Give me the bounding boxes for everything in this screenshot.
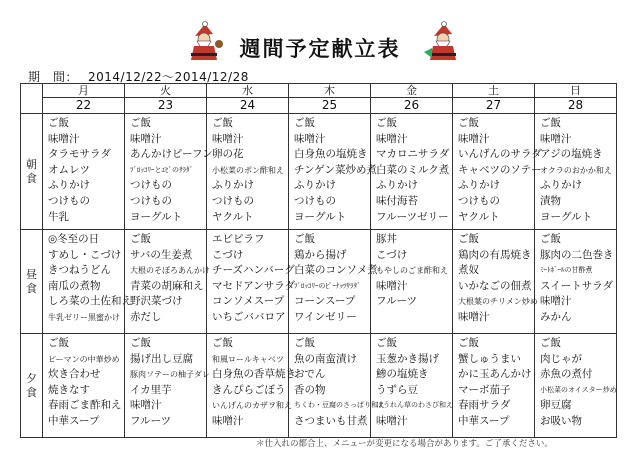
- menu-item: 牛乳: [48, 210, 69, 223]
- menu-item: ふりかけ: [212, 179, 254, 192]
- menu-cell: [289, 114, 378, 230]
- menu-item: 味噌汁: [376, 132, 408, 145]
- menu-item: タラモサラダ: [48, 148, 111, 161]
- menu-item: マーボ茄子: [458, 383, 511, 396]
- menu-cell: [43, 334, 125, 438]
- period-value: 2014/12/22～2014/12/28: [88, 70, 249, 84]
- menu-item: ﾌﾞﾛｯｺﾘｰのﾋﾟｰﾅｯﾂｻﾗﾀﾞ: [294, 281, 361, 290]
- menu-item: 赤だし: [130, 310, 162, 323]
- menu-item: 中華スープ: [458, 414, 510, 427]
- menu-item: ご飯: [376, 337, 397, 349]
- menu-item: ヤクルト: [212, 210, 254, 223]
- menu-cell: [43, 114, 125, 230]
- menu-item: サバの生姜煮: [130, 248, 193, 261]
- menu-item: ちくわ・豆腐のさっぱり和え: [294, 401, 385, 410]
- weekday-header: 火: [125, 84, 207, 98]
- menu-item: ふりかけ: [458, 179, 500, 192]
- menu-item: ご飯: [294, 233, 315, 245]
- menu-cell: [125, 334, 210, 438]
- menu-item: ご飯: [212, 337, 233, 349]
- menu-item: しろ菜の土佐和え: [48, 295, 132, 308]
- menu-item: チーズハンバーグ: [212, 264, 295, 277]
- menu-item: ◎冬至の日: [48, 233, 100, 245]
- menu-item: ふりかけ: [540, 179, 582, 192]
- menu-item: コーンスープ: [294, 295, 356, 308]
- menu-cell: [43, 230, 132, 334]
- menu-item: マセドアンサラダ: [212, 279, 296, 292]
- date-header: 23: [125, 98, 207, 114]
- menu-item: ふりかけ: [294, 179, 336, 192]
- menu-item: アジの塩焼き: [540, 148, 603, 161]
- menu-table: [20, 83, 617, 438]
- menu-item: ご飯: [376, 117, 397, 129]
- menu-cell: [289, 334, 385, 438]
- menu-item: ご飯: [458, 117, 479, 129]
- menu-item: ご飯: [294, 337, 315, 349]
- menu-cell: [453, 230, 538, 334]
- menu-item: マカロニサラダ: [376, 148, 450, 161]
- menu-item: おでん: [294, 368, 326, 381]
- menu-item: つけもの: [130, 179, 172, 192]
- menu-item: 豚肉の二色巻き: [540, 248, 614, 261]
- weekday-header: 金: [371, 84, 453, 98]
- period-label: 期 間：: [28, 70, 79, 84]
- menu-item: さつまいも甘煮: [294, 414, 368, 427]
- menu-cell: [371, 230, 453, 334]
- menu-item: ふりかけ: [48, 179, 90, 192]
- menu-item: ヨーグルト: [130, 210, 183, 223]
- menu-item: つけもの: [212, 194, 254, 207]
- menu-item: こづけ: [212, 248, 244, 261]
- date-header: 24: [207, 98, 289, 114]
- menu-item: 味噌汁: [212, 414, 244, 427]
- menu-cell: [207, 114, 289, 230]
- menu-item: 味噌汁: [376, 414, 408, 427]
- menu-item: ご飯: [540, 337, 561, 349]
- menu-item: チンゲン菜炒め煮: [294, 163, 378, 176]
- menu-cell: [535, 334, 617, 438]
- menu-cell: [125, 230, 210, 334]
- weekday-header: 土: [453, 84, 535, 98]
- menu-item: 春雨ごま酢和え: [48, 399, 122, 412]
- menu-item: いちごババロア: [212, 310, 286, 323]
- menu-item: 味噌汁: [130, 132, 162, 145]
- menu-item: 揚げ出し豆腐: [130, 352, 193, 365]
- menu-item: 小松菜のオイスター炒め: [540, 385, 617, 394]
- menu-item: ヨーグルト: [540, 210, 593, 223]
- menu-item: 鯵の塩焼き: [376, 368, 429, 381]
- menu-item: ご飯: [48, 337, 69, 349]
- menu-item: ご飯: [294, 117, 315, 129]
- santa-illustration-right: [422, 22, 462, 62]
- menu-cell: [207, 334, 296, 438]
- menu-item: こづけ: [376, 248, 408, 261]
- page-title: 週間予定献立表: [239, 37, 401, 61]
- date-header: 25: [289, 98, 371, 114]
- weekday-header: 木: [289, 84, 371, 98]
- menu-item: ﾌﾞﾛｯｺﾘｰとｴﾋﾞのｻﾗﾀﾞ: [130, 165, 193, 174]
- menu-item: スイートサラダ: [540, 279, 614, 292]
- menu-item: オムレツ: [48, 163, 90, 176]
- menu-item: ご飯: [130, 337, 151, 349]
- menu-item: 卵の花: [212, 148, 244, 161]
- menu-item: 春雨サラダ: [458, 399, 511, 412]
- menu-item: もやしのごま酢和え: [376, 266, 448, 276]
- menu-cell: [453, 114, 542, 230]
- menu-item: つけもの: [48, 194, 90, 207]
- meal-label-dinner: 夕 食: [21, 334, 43, 438]
- menu-item: 味噌汁: [540, 295, 572, 308]
- menu-item: 魚の南蛮漬け: [294, 352, 357, 365]
- menu-item: キャベツのソテー: [458, 163, 542, 176]
- menu-item: 味噌汁: [130, 399, 162, 412]
- menu-item: ご飯: [540, 117, 561, 129]
- menu-item: ワインゼリー: [294, 310, 357, 323]
- menu-item: 小松菜のポン酢和え: [212, 165, 284, 175]
- menu-cell: [371, 334, 453, 438]
- menu-item: お吸い物: [540, 414, 582, 427]
- menu-item: ご飯: [130, 117, 151, 129]
- menu-item: 焼きなす: [48, 383, 90, 396]
- menu-item: オクラのおかか和え: [540, 165, 612, 175]
- menu-item: 煮奴: [458, 264, 479, 277]
- menu-item: かに玉あんかけ: [458, 368, 532, 381]
- date-header: 22: [43, 98, 125, 114]
- menu-item: フルーツゼリー: [376, 210, 449, 223]
- menu-item: いんげんのカザヲ和え: [212, 401, 292, 411]
- menu-item: 白菜のコンソメ煮: [294, 264, 378, 277]
- menu-item: 炊き合わせ: [48, 368, 101, 381]
- menu-item: ご飯: [458, 337, 479, 349]
- menu-item: 味噌汁: [212, 132, 244, 145]
- menu-item: 玉葱かき揚げ: [376, 352, 439, 365]
- menu-item: 鶏から揚げ: [294, 248, 347, 261]
- weekday-header: 月: [43, 84, 125, 98]
- menu-item: 味噌汁: [458, 310, 490, 323]
- corner-cell: [21, 84, 43, 114]
- menu-item: 味噌汁: [458, 132, 490, 145]
- menu-item: つけもの: [294, 194, 336, 207]
- menu-cell: [453, 334, 535, 438]
- menu-item: 香の物: [294, 383, 326, 396]
- date-header: 27: [453, 98, 535, 114]
- menu-item: みかん: [540, 310, 572, 323]
- menu-item: ピーマンの中華炒め: [48, 354, 120, 364]
- menu-item: きつねうどん: [48, 264, 111, 277]
- menu-item: 牛乳ゼリー黒蜜かけ: [48, 312, 120, 322]
- menu-item: 豚肉ソテーの柚子ダレ: [130, 370, 210, 380]
- menu-item: うずら豆: [376, 383, 418, 396]
- menu-cell: [207, 230, 296, 334]
- menu-item: 味噌汁: [540, 132, 572, 145]
- menu-item: フルーツ: [130, 414, 172, 427]
- menu-item: 青菜の胡麻和え: [130, 279, 204, 292]
- menu-item: 卵豆腐: [540, 399, 572, 412]
- menu-item: 鶏肉の有馬焼き: [458, 248, 532, 261]
- menu-item: 白身魚の塩焼き: [294, 148, 368, 161]
- menu-item: イカ里芋: [130, 383, 172, 396]
- weekday-header: 日: [535, 84, 617, 98]
- weekday-header: 水: [207, 84, 289, 98]
- meal-label-breakfast: 朝 食: [21, 114, 43, 230]
- menu-item: 白身魚の香草焼き: [212, 368, 296, 381]
- menu-item: ヤクルト: [458, 210, 500, 223]
- menu-item: いかなごの佃煮: [458, 279, 532, 292]
- menu-item: いんげんのサラダ: [458, 148, 542, 161]
- date-header: 28: [535, 98, 617, 114]
- lunch-row: [21, 230, 617, 334]
- menu-item: ご飯: [458, 233, 479, 245]
- menu-item: ヨーグルト: [294, 210, 347, 223]
- menu-item: 白菜のミルク煮: [376, 163, 450, 176]
- menu-item: つけもの: [458, 194, 500, 207]
- menu-cell: [371, 114, 453, 230]
- menu-item: 味噌汁: [48, 132, 80, 145]
- menu-item: ご飯: [212, 117, 233, 129]
- breakfast-row: [21, 114, 617, 230]
- menu-item: 南瓜の煮物: [48, 279, 101, 292]
- menu-item: 大根葉のチリメン炒め: [458, 297, 538, 307]
- menu-item: 漬物: [540, 194, 561, 207]
- date-row: [21, 98, 617, 114]
- menu-item: すめし・こづけ: [48, 248, 122, 261]
- menu-item: エビピラフ: [212, 233, 265, 245]
- menu-cell: [125, 114, 213, 230]
- menu-item: ご飯: [48, 117, 69, 129]
- menu-item: ふりかけ: [376, 179, 418, 192]
- menu-item: ほうれん草のわさび和え: [376, 401, 453, 410]
- menu-cell: [535, 230, 617, 334]
- menu-item: ﾐｰﾄﾎﾞｰﾙの甘酢煮: [540, 266, 593, 275]
- menu-item: 赤魚の煮付: [540, 368, 593, 381]
- menu-item: 肉じゃが: [540, 352, 582, 365]
- menu-item: 大根のそぼろあんかけ: [130, 266, 210, 276]
- menu-item: 野沢菜づけ: [130, 295, 183, 308]
- menu-item: 味噌汁: [294, 132, 326, 145]
- menu-item: あんかけピーフン: [130, 148, 213, 161]
- footnote: ＊仕入れの都合上、メニューが変更になる場合があります。ご了承ください。: [256, 439, 553, 449]
- menu-item: 中華スープ: [48, 414, 100, 427]
- weekday-row: [21, 84, 617, 98]
- menu-item: フルーツ: [376, 295, 418, 308]
- menu-item: コンソメスープ: [212, 295, 285, 308]
- menu-cell: [535, 114, 617, 230]
- date-header: 26: [371, 98, 453, 114]
- meal-label-lunch: 昼 食: [21, 230, 43, 334]
- menu-item: 味付海苔: [376, 194, 418, 207]
- menu-item: 和風ロールキャベツ: [212, 354, 284, 364]
- menu-item: 蟹しゅうまい: [458, 352, 521, 365]
- menu-item: ご飯: [540, 233, 561, 245]
- menu-item: つけもの: [130, 194, 172, 207]
- menu-item: 豚丼: [376, 233, 397, 245]
- menu-item: ご飯: [130, 233, 151, 245]
- menu-item: 味噌汁: [376, 279, 408, 292]
- dinner-row: [21, 334, 617, 438]
- menu-cell: [289, 230, 378, 334]
- menu-item: きんぴらごぼう: [212, 383, 286, 396]
